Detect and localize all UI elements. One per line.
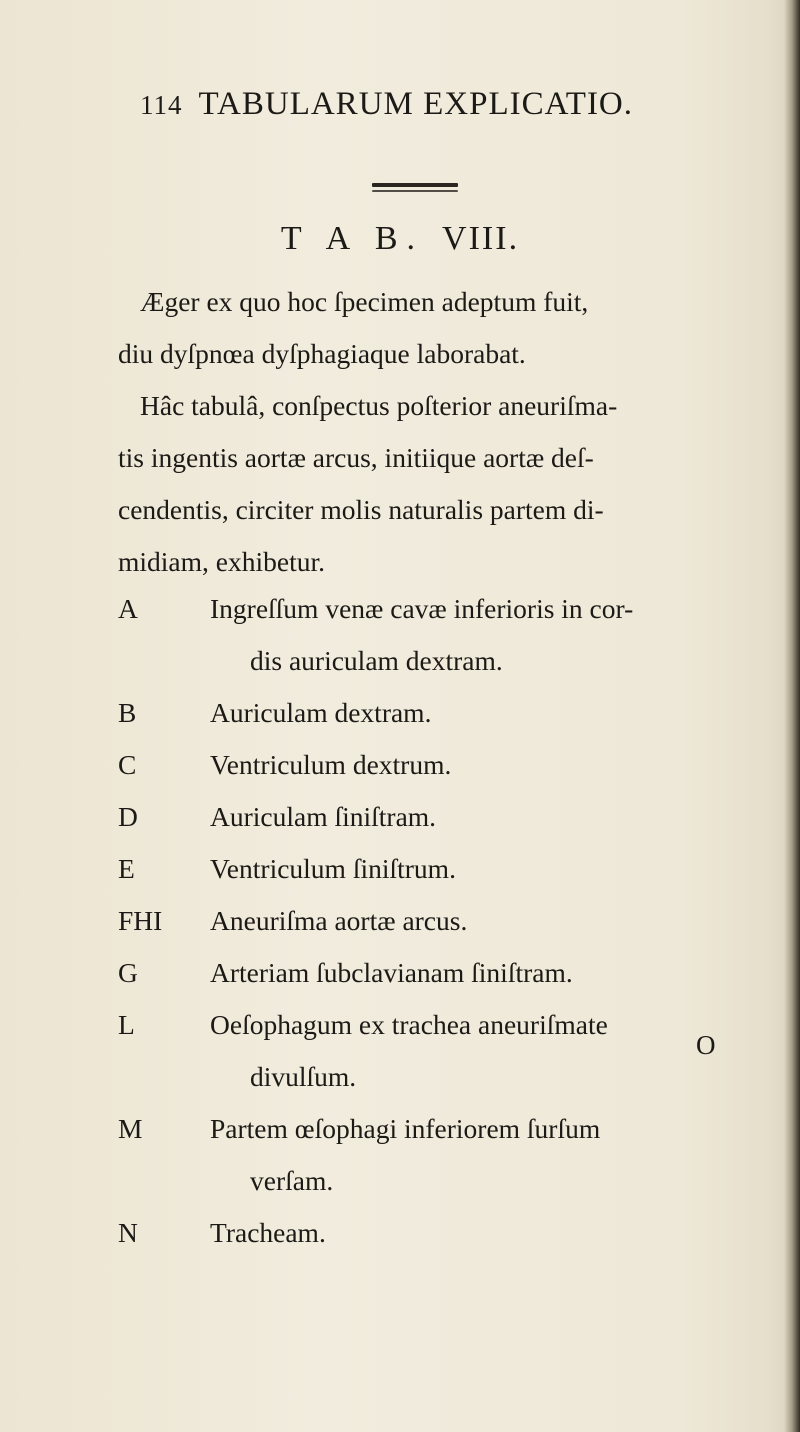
legend-letter: B [118,697,137,728]
legend-line: Ventriculum ſiniſtrum. [210,853,456,884]
legend-description [210,1103,738,1207]
legend-line: Ingreſſum venæ cavæ inferioris in cor- [210,593,634,624]
legend-item-d [118,791,738,843]
legend-letter: E [118,853,135,884]
description-paragraph [118,380,718,588]
plate-title-tab: T A B. [280,220,425,257]
legend-line: Ventriculum dextrum. [210,749,452,780]
legend-line: Tracheam. [210,1217,326,1248]
intro-line: diu dyſpnœa dyſphagiaque laborabat. [118,338,526,369]
legend-description [210,791,738,843]
legend-letter: N [118,1217,138,1248]
legend-letter: FHI [118,905,163,936]
legend-letter: M [118,1113,143,1144]
legend-line: verſam. [250,1165,334,1196]
legend-description [210,999,738,1103]
legend-line: Auriculam ſiniſtram. [210,801,437,832]
legend-description [210,947,738,999]
description-line: Hâc tabulâ, conſpectus poſterior aneuriſma- [140,390,618,421]
intro-line: Æger ex quo hoc ſpecimen adeptum fuit, [140,286,589,317]
legend-line: dis auriculam dextram. [250,645,503,676]
legend-item-a [118,583,738,687]
description-line: midiam, exhibetur. [118,546,325,577]
legend-letter: D [118,801,138,832]
legend-letter: G [118,957,138,988]
ornamental-rule [372,183,458,187]
legend-line: Partem œſophagi inferiorem ſurſum [210,1113,601,1144]
legend-item-n [118,1207,738,1259]
legend-item-b [118,687,738,739]
description-line: cendentis, circiter molis naturalis partem di- [118,494,604,525]
legend-line: Arteriam ſubclavianam ſiniſtram. [210,957,573,988]
running-head [140,86,633,123]
legend-description [210,583,738,687]
legend-description [210,739,738,791]
intro-paragraph [118,276,718,380]
plate-title-number: VIII. [442,220,520,257]
ornamental-rule-thin [372,190,458,192]
legend-line: Oeſophagum ex trachea aneuriſmate [210,1009,608,1040]
legend-item-m [118,1103,738,1207]
catchword: O [696,1030,716,1060]
running-title: TABULARUM EXPLICATIO. [198,86,634,122]
legend-letter: A [118,593,138,624]
legend-list [118,583,738,1259]
legend-letter: C [118,749,137,780]
legend-item-l [118,999,738,1103]
legend-item-c [118,739,738,791]
page-number: 114 [140,90,183,120]
legend-line: divulſum. [250,1061,357,1092]
legend-line: Aneuriſma aortæ arcus. [210,905,468,936]
legend-item-g [118,947,738,999]
page-edge-shadow [784,0,800,1432]
legend-description [210,895,738,947]
legend-letter: L [118,1009,135,1040]
description-line: tis ingentis aortæ arcus, initiique aortæ deſ- [118,442,594,473]
plate-title [0,220,800,258]
legend-line: Auriculam dextram. [210,697,432,728]
legend-item-fhi [118,895,738,947]
legend-description [210,843,738,895]
legend-description [210,1207,738,1259]
legend-item-e [118,843,738,895]
legend-description [210,687,738,739]
